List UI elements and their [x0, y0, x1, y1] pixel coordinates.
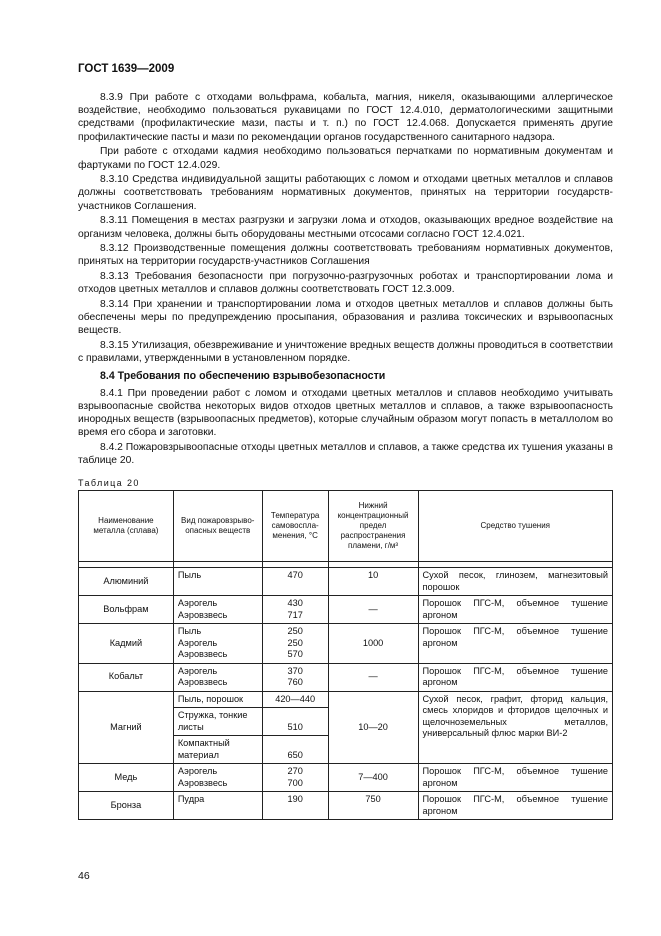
temp-line: 270	[287, 766, 303, 776]
paragraph-8-4-1: 8.4.1 При проведении работ с ломом и отходами цветных металлов и сплавов необходимо учитывать взрывоопасные свойства некоторых видов отходов цветных металлов и сплавов, а также взрывоопасность инородных веществ (взрывоопасных предметов), которые случайным образом могут попасть в металлолом во время его сбора и заготовки.	[78, 387, 613, 439]
kind-line: Аэрогель	[177, 598, 218, 608]
cell-kind: Стружка, тонкие листы	[173, 708, 262, 736]
paragraph-8-3-15: 8.3.15 Утилизация, обезвреживание и уничтожение вредных веществ должны проводиться в соответствии с правилами, утвержденными в установленном порядке.	[78, 340, 613, 365]
cell-limit: 750	[328, 792, 418, 820]
paragraph-8-3-14: 8.3.14 При хранении и транспортировании лома и отходов цветных металлов и сплавов должны быть обеспечены меры по предупреждению просыпания, образования и разлива токсических и взрывоопасных веществ.	[78, 299, 613, 337]
cell-name: Магний	[79, 691, 174, 764]
cell-limit: 10—20	[328, 691, 418, 764]
cell-temp: 470	[262, 568, 328, 596]
cell-temp	[262, 624, 328, 664]
cell-temp	[262, 596, 328, 624]
kind-line: Аэрогель	[177, 637, 218, 648]
document-header: ГОСТ 1639—2009	[78, 63, 175, 75]
kind-line: Аэрогель	[177, 766, 218, 776]
paragraph-8-3-13: 8.3.13 Требования безопасности при погрузочно-разгрузочных роботах и транспортировании лома и отходов цветных металлов и сплавов должны соответствовать ГОСТ 12.3.009.	[78, 271, 613, 296]
cell-temp: 190	[262, 792, 328, 820]
cell-means: Порошок ПГС-М, объемное тушение аргоном	[418, 663, 612, 691]
header-limit: Нижний концентрационный предел распространения пламени, г/м³	[328, 491, 418, 562]
cell-means: Сухой песок, глинозем, магнезитовый порошок	[418, 568, 612, 596]
paragraph-8-3-9: 8.3.9 При работе с отходами вольфрама, кобальта, магния, никеля, оказывающими аллергическое воздействие, необходимо пользоваться рукавицами по ГОСТ 12.4.010, дерматологическими защитными средствами (профилактические мази, пасты и т. п.) по ГОСТ 12.4.068. Допускается применять другие профилактические пасты и мази по рекомендации органов государственного санитарного надзора.	[78, 92, 613, 143]
table-row-magnesium-1	[79, 691, 613, 708]
kind-line: Аэровзвесь	[177, 777, 228, 788]
cell-temp: 510	[262, 708, 328, 736]
temp-line: 250	[287, 637, 303, 648]
paragraph-8-3-11: 8.3.11 Помещения в местах разгрузки и загрузки лома и отходов, оказывающих вредное воздействие на организм человека, должны быть оборудованы местными отсосами согласно ГОСТ 12.4.021.	[78, 215, 613, 240]
paragraph-cadmium-gloves: При работе с отходами кадмия необходимо пользоваться перчатками по нормативным документам и фартуками по ГОСТ 12.4.029.	[78, 146, 613, 171]
cell-name: Бронза	[79, 792, 174, 820]
table-caption: Таблица 20	[78, 478, 140, 488]
cell-name: Вольфрам	[79, 596, 174, 624]
cell-kind: Пыль, порошок	[173, 691, 262, 708]
temp-line: 700	[287, 777, 303, 788]
table-row-copper	[79, 764, 613, 792]
cell-means: Порошок ПГС-М, объемное тушение аргоном	[418, 764, 612, 792]
table-header-row	[79, 491, 613, 562]
table-row-aluminium	[79, 568, 613, 596]
table-row-tungsten	[79, 596, 613, 624]
cell-name: Алюминий	[79, 568, 174, 596]
header-means: Средство тушения	[418, 491, 612, 562]
temp-line: 760	[287, 677, 303, 687]
header-kind: Вид пожаровзрыво-опасных веществ	[173, 491, 262, 562]
cell-temp: 420—440	[262, 691, 328, 708]
temp-line: 717	[287, 609, 303, 620]
temp-line: 250	[287, 626, 303, 636]
cell-limit: 7—400	[328, 764, 418, 792]
page-number: 46	[78, 870, 90, 882]
cell-kind	[173, 663, 262, 691]
kind-line: Пыль	[177, 626, 202, 636]
cell-means: Сухой песок, графит, фторид кальция, смесь хлоридов и фторидов щелочных и щелочноземельных металлов, универсальный флюс марки ВИ-2	[418, 691, 612, 764]
cell-name: Медь	[79, 764, 174, 792]
cell-means: Порошок ПГС-М, объемное тушение аргоном	[418, 624, 612, 664]
cell-temp	[262, 663, 328, 691]
cell-limit: —	[328, 663, 418, 691]
cell-limit: —	[328, 596, 418, 624]
temp-line: 570	[287, 649, 303, 659]
section-heading-8-4: 8.4 Требования по обеспечению взрывобезопасности	[100, 369, 386, 382]
cell-limit: 1000	[328, 624, 418, 664]
header-name: Наименование металла (сплава)	[79, 491, 174, 562]
table-row-bronze	[79, 792, 613, 820]
body-text	[78, 91, 613, 469]
cell-name: Кадмий	[79, 624, 174, 664]
kind-line: Аэрогель	[177, 665, 218, 676]
cell-name: Кобальт	[79, 663, 174, 691]
cell-temp: 650	[262, 736, 328, 764]
cell-kind	[173, 596, 262, 624]
cell-kind	[173, 624, 262, 664]
cell-kind: Пудра	[173, 792, 262, 820]
paragraph-8-3-10: 8.3.10 Средства индивидуальной защиты работающих с ломом и отходами цветных металлов и сплавов должны соответствовать требованиям нормативных документов, принятых на территории государств-участников Соглашения.	[78, 174, 613, 212]
cell-temp	[262, 764, 328, 792]
cell-means: Порошок ПГС-М, объемное тушение аргоном	[418, 596, 612, 624]
temp-line: 370	[287, 665, 303, 676]
cell-means: Порошок ПГС-М, объемное тушение аргоном	[418, 792, 612, 820]
table-20	[78, 490, 613, 820]
kind-line: Аэровзвесь	[177, 609, 228, 620]
cell-kind	[173, 764, 262, 792]
table-row-cobalt	[79, 663, 613, 691]
cell-limit: 10	[328, 568, 418, 596]
cell-kind: Компактный материал	[173, 736, 262, 764]
paragraph-8-4-2: 8.4.2 Пожаровзрывоопасные отходы цветных металлов и сплавов, а также средства их тушения указаны в таблице 20.	[78, 442, 613, 467]
temp-line: 430	[287, 598, 303, 608]
kind-line: Аэровзвесь	[177, 649, 228, 659]
paragraph-8-3-12: 8.3.12 Производственные помещения должны соответствовать требованиям нормативных документов, принятых на территории государств-участников Соглашения	[78, 243, 613, 268]
cell-kind: Пыль	[173, 568, 262, 596]
kind-line: Аэровзвесь	[177, 677, 228, 687]
header-temp: Температура самовоспла-менения, °С	[262, 491, 328, 562]
table-row-cadmium	[79, 624, 613, 664]
